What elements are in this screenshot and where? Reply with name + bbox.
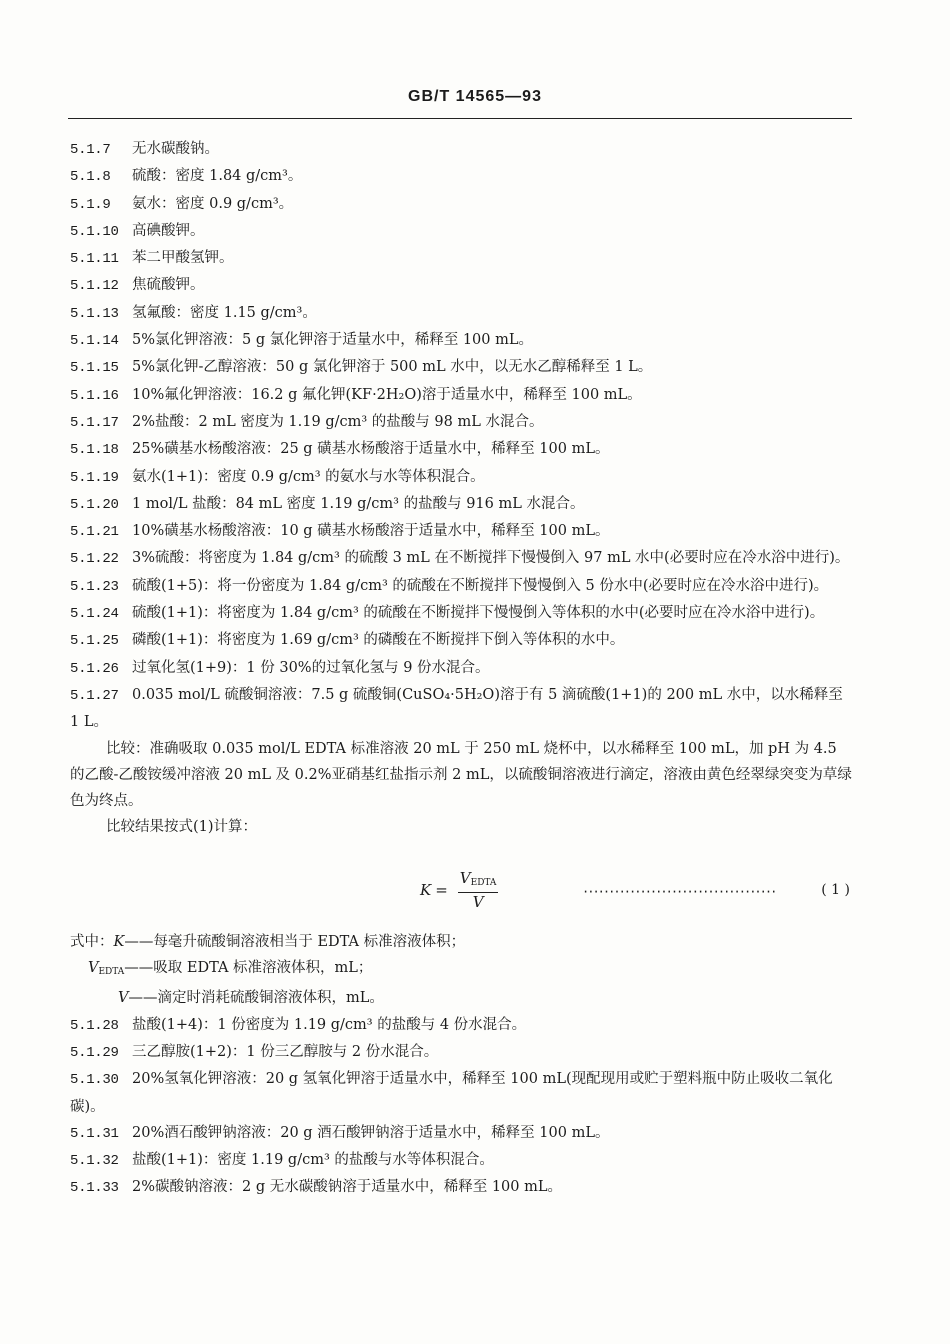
reagent-item xyxy=(70,218,852,245)
formula-eq: = xyxy=(435,880,448,899)
reagent-item xyxy=(70,1147,852,1174)
def-k-text: ——每毫升硫酸铜溶液相当于 EDTA 标准溶液体积； xyxy=(124,933,466,950)
clause-number: 5.1.26 xyxy=(70,660,119,677)
clause-number: 5.1.27 xyxy=(70,687,119,704)
def-prefix: 式中： xyxy=(70,933,114,950)
clause-text: 苯二甲酸氢钾。 xyxy=(132,250,234,267)
compare-paragraph: 比较：准确吸取 0.035 mol/L EDTA 标准溶液 20 mL 于 250 mL 烧杯中，以水稀释至 100 mL，加 pH 为 4.5 的乙酸-乙酸铵缓冲溶液 20 mL 及 0.2%亚硝基红盐指示剂 2 mL，以硫酸铜溶液进行滴定，溶液由黄色经翠绿突变为草绿色为终点。 xyxy=(70,740,852,810)
formula-k xyxy=(420,869,498,911)
clause-number: 5.1.13 xyxy=(70,305,119,322)
reagent-item xyxy=(70,136,852,163)
clause-number: 5.1.21 xyxy=(70,524,119,541)
formula-fraction xyxy=(458,869,499,911)
clause-text: 10%磺基水杨酸溶液：10 g 磺基水杨酸溶于适量水中，稀释至 100 mL。 xyxy=(132,523,610,540)
clause-text: 20%氢氧化钾溶液：20 g 氢氧化钾溶于适量水中，稀释至 100 mL(现配现用或贮于塑料瓶中防止吸收二氧化碳)。 xyxy=(70,1071,833,1115)
reagent-item xyxy=(70,682,852,736)
reagent-item xyxy=(70,464,852,491)
clause-text: 过氧化氢(1+9)：1 份 30%的过氧化氢与 9 份水混合。 xyxy=(132,659,490,676)
clause-number: 5.1.32 xyxy=(70,1153,119,1170)
clause-text: 10%氟化钾溶液：16.2 g 氟化钾(KF·2H₂O)溶于适量水中，稀释至 100 mL。 xyxy=(132,386,642,403)
clause-number: 5.1.31 xyxy=(70,1125,119,1142)
def-k-symbol: K xyxy=(113,933,125,950)
def-vedta-symbol: V xyxy=(88,960,99,977)
reagent-item xyxy=(70,163,852,190)
formula-lhs: K xyxy=(420,880,432,899)
reagent-item xyxy=(70,300,852,327)
clause-text: 盐酸(1+4)：1 份密度为 1.19 g/cm³ 的盐酸与 4 份水混合。 xyxy=(132,1016,527,1033)
formula-leader-dots: ····································· xyxy=(582,884,776,899)
clause-text: 焦硫酸钾。 xyxy=(132,277,205,294)
reagent-item xyxy=(70,1012,852,1039)
clause-number: 5.1.17 xyxy=(70,414,119,431)
clause-number: 5.1.30 xyxy=(70,1072,119,1089)
reagent-item xyxy=(70,354,852,381)
document-body xyxy=(70,136,852,1202)
clause-number: 5.1.15 xyxy=(70,360,119,377)
clause-text: 3%硫酸：将密度为 1.84 g/cm³ 的硫酸 3 mL 在不断搅拌下慢慢倒入 97 mL 水中(必要时应在冷水浴中进行)。 xyxy=(132,550,850,567)
reagent-item xyxy=(70,436,852,463)
clause-number: 5.1.7 xyxy=(70,142,111,158)
document-header-code: GB/T 14565—93 xyxy=(408,88,542,105)
formula-block xyxy=(70,849,852,929)
clause-number: 5.1.23 xyxy=(70,578,119,595)
clause-text: 2%碳酸钠溶液：2 g 无水碳酸钠溶于适量水中，稀释至 100 mL。 xyxy=(132,1179,562,1196)
reagent-item xyxy=(70,327,852,354)
clause-number: 5.1.14 xyxy=(70,333,119,350)
calc-paragraph: 比较结果按式(1)计算： xyxy=(106,819,258,836)
reagent-item xyxy=(70,573,852,600)
reagent-item xyxy=(70,272,852,299)
reagent-item xyxy=(70,655,852,682)
reagent-list-a xyxy=(70,136,852,736)
clause-number: 5.1.10 xyxy=(70,223,119,240)
clause-number: 5.1.11 xyxy=(70,251,119,268)
clause-number: 5.1.16 xyxy=(70,387,119,404)
clause-text: 5%氯化钾-乙醇溶液：50 g 氯化钾溶于 500 mL 水中，以无水乙醇稀释至 1 L。 xyxy=(132,359,653,376)
clause-text: 盐酸(1+1)：密度 1.19 g/cm³ 的盐酸与水等体积混合。 xyxy=(132,1152,494,1169)
reagent-item xyxy=(70,545,852,572)
clause-number: 5.1.28 xyxy=(70,1017,119,1034)
clause-number: 5.1.12 xyxy=(70,278,119,295)
def-v-symbol: V xyxy=(118,990,129,1007)
clause-text: 磷酸(1+1)：将密度为 1.69 g/cm³ 的磷酸在不断搅拌下倒入等体积的水中。 xyxy=(132,632,625,649)
clause-text: 氨水(1+1)：密度 0.9 g/cm³ 的氨水与水等体积混合。 xyxy=(132,468,485,485)
clause-number: 5.1.25 xyxy=(70,633,119,650)
numerator-sub: EDTA xyxy=(470,877,497,888)
clause-text: 25%磺基水杨酸溶液：25 g 磺基水杨酸溶于适量水中，稀释至 100 mL。 xyxy=(132,441,610,458)
clause-number: 5.1.9 xyxy=(70,196,111,213)
def-v xyxy=(70,985,852,1011)
def-k xyxy=(70,929,852,955)
clause-text: 2%盐酸：2 mL 密度为 1.19 g/cm³ 的盐酸与 98 mL 水混合。 xyxy=(132,413,544,430)
clause-number: 5.1.20 xyxy=(70,496,119,513)
clause-text: 1 mol/L 盐酸：84 mL 密度 1.19 g/cm³ 的盐酸与 916 mL 水混合。 xyxy=(132,495,585,512)
reagent-item xyxy=(70,245,852,272)
reagent-item xyxy=(70,1120,852,1147)
clause-text: 0.035 mol/L 硫酸铜溶液：7.5 g 硫酸铜(CuSO₄·5H₂O)溶于有 5 滴硫酸(1+1)的 200 mL 水中，以水稀释至 1 L。 xyxy=(70,686,843,731)
clause-text: 氨水：密度 0.9 g/cm³。 xyxy=(132,195,294,212)
reagent-item xyxy=(70,1039,852,1066)
reagent-item xyxy=(70,191,852,218)
clause-number: 5.1.18 xyxy=(70,442,119,459)
def-vedta-sub: EDTA xyxy=(98,967,125,978)
formula-numerator xyxy=(458,869,499,893)
reagent-item xyxy=(70,382,852,409)
equation-number: ( 1 ) xyxy=(821,881,850,898)
clause-text: 氢氟酸：密度 1.15 g/cm³。 xyxy=(132,304,317,321)
clause-text: 5%氯化钾溶液：5 g 氯化钾溶于适量水中，稀释至 100 mL。 xyxy=(132,332,533,349)
clause-text: 三乙醇胺(1+2)：1 份三乙醇胺与 2 份水混合。 xyxy=(132,1043,439,1060)
reagent-item xyxy=(70,409,852,436)
clause-text: 高碘酸钾。 xyxy=(132,222,205,239)
reagent-item xyxy=(70,518,852,545)
clause-number: 5.1.8 xyxy=(70,169,111,186)
def-v-text: ——滴定时消耗硫酸铜溶液体积，mL。 xyxy=(128,990,384,1007)
reagent-item xyxy=(70,491,852,518)
clause-number: 5.1.22 xyxy=(70,551,119,568)
clause-text: 无水碳酸钠。 xyxy=(132,141,219,157)
symbol-definitions xyxy=(70,929,852,1012)
reagent-item xyxy=(70,600,852,627)
clause-text: 硫酸：密度 1.84 g/cm³。 xyxy=(132,168,303,185)
reagent-item xyxy=(70,627,852,654)
def-vedta-text: ——吸取 EDTA 标准溶液体积，mL； xyxy=(124,960,373,977)
clause-number: 5.1.19 xyxy=(70,469,119,486)
def-vedta xyxy=(70,955,852,985)
reagent-item xyxy=(70,1174,852,1201)
clause-text: 20%酒石酸钾钠溶液：20 g 酒石酸钾钠溶于适量水中，稀释至 100 mL。 xyxy=(132,1124,610,1141)
clause-number: 5.1.24 xyxy=(70,606,119,623)
reagent-item xyxy=(70,1066,852,1120)
clause-text: 硫酸(1+5)：将一份密度为 1.84 g/cm³ 的硫酸在不断搅拌下慢慢倒入 5 份水中(必要时应在冷水浴中进行)。 xyxy=(132,577,829,594)
numerator-var: V xyxy=(459,868,471,887)
reagent-list-b xyxy=(70,1012,852,1202)
formula-denominator: V xyxy=(472,892,484,911)
clause-number: 5.1.33 xyxy=(70,1180,119,1197)
clause-text: 硫酸(1+1)：将密度为 1.84 g/cm³ 的硫酸在不断搅拌下慢慢倒入等体积的水中(必要时应在冷水浴中进行)。 xyxy=(132,605,825,622)
clause-number: 5.1.29 xyxy=(70,1044,119,1061)
header-rule xyxy=(68,118,852,119)
